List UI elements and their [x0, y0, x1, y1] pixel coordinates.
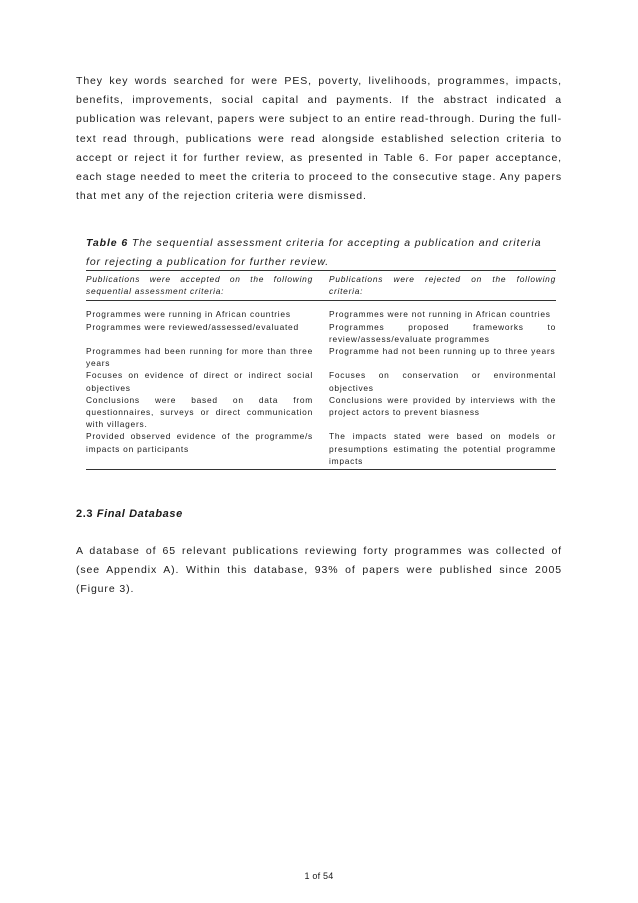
- accept-criterion: Programmes were running in African countries: [86, 309, 291, 320]
- section-title: Final Database: [96, 508, 183, 520]
- database-paragraph: A database of 65 relevant publications reviewing forty programmes was collected of (see Appendix A). Within this database, 93% of papers were published since 2005 (Figure 3).: [76, 545, 562, 596]
- accept-criterion: Focuses on evidence of direct or indirect social objectives: [86, 370, 313, 393]
- table-row: [86, 430, 556, 469]
- reject-criterion: The impacts stated were based on models or presumptions estimating the potential programme impacts: [321, 430, 556, 469]
- table-caption: [86, 234, 556, 272]
- reject-criterion: Conclusions were provided by interviews with the project actors to prevent biasness: [329, 394, 556, 418]
- intro-paragraph: They key words searched for were PES, poverty, livelihoods, programmes, impacts, benefits, improvements, social capital and payments. If the abstract indicated a publication was relevant, papers were subject to an entire read-through. During the full-text read through, publications were read alongside established selection criteria to accept or reject it for further review, as presented in Table 6. For paper acceptance, each stage needed to meet the criteria to proceed to the consecutive stage. Any papers that met any of the rejection criteria were dismissed.: [76, 75, 562, 203]
- table-header-row: [86, 271, 556, 301]
- accept-column-header: Publications were accepted on the following sequential assessment criteria:: [86, 271, 321, 301]
- table-row: [86, 345, 556, 369]
- table-row: [86, 394, 556, 431]
- reject-column-header: Publications were rejected on the following criteria:: [321, 271, 556, 301]
- reject-criterion: Focuses on conservation or environmental objectives: [329, 370, 556, 393]
- table-caption-text: The sequential assessment criteria for accepting a publication and criteria for rejecting a publication for further review.: [86, 237, 542, 268]
- reject-criterion: Programme had not been running up to three years: [329, 346, 556, 357]
- accept-criterion: Provided observed evidence of the programme/s impacts on participants: [86, 430, 321, 469]
- accept-criterion: Conclusions were based on data from questionnaires, surveys or direct communication with villagers.: [86, 394, 313, 430]
- table-row: [86, 321, 556, 345]
- page-number: 1 of 54: [304, 871, 334, 881]
- section-number: 2.3: [76, 508, 94, 520]
- criteria-table: [86, 270, 556, 470]
- reject-criterion: Programmes were not running in African countries: [329, 309, 551, 320]
- table-caption-label: Table 6: [86, 237, 129, 249]
- accept-criterion: Programmes were reviewed/assessed/evaluated: [86, 321, 299, 332]
- section-heading: [76, 508, 183, 520]
- reject-criterion: Programmes proposed frameworks to review/assess/evaluate programmes: [329, 321, 556, 344]
- table-row: [86, 301, 556, 321]
- accept-criterion: Programmes had been running for more than three years: [86, 346, 313, 369]
- table-row: [86, 369, 556, 393]
